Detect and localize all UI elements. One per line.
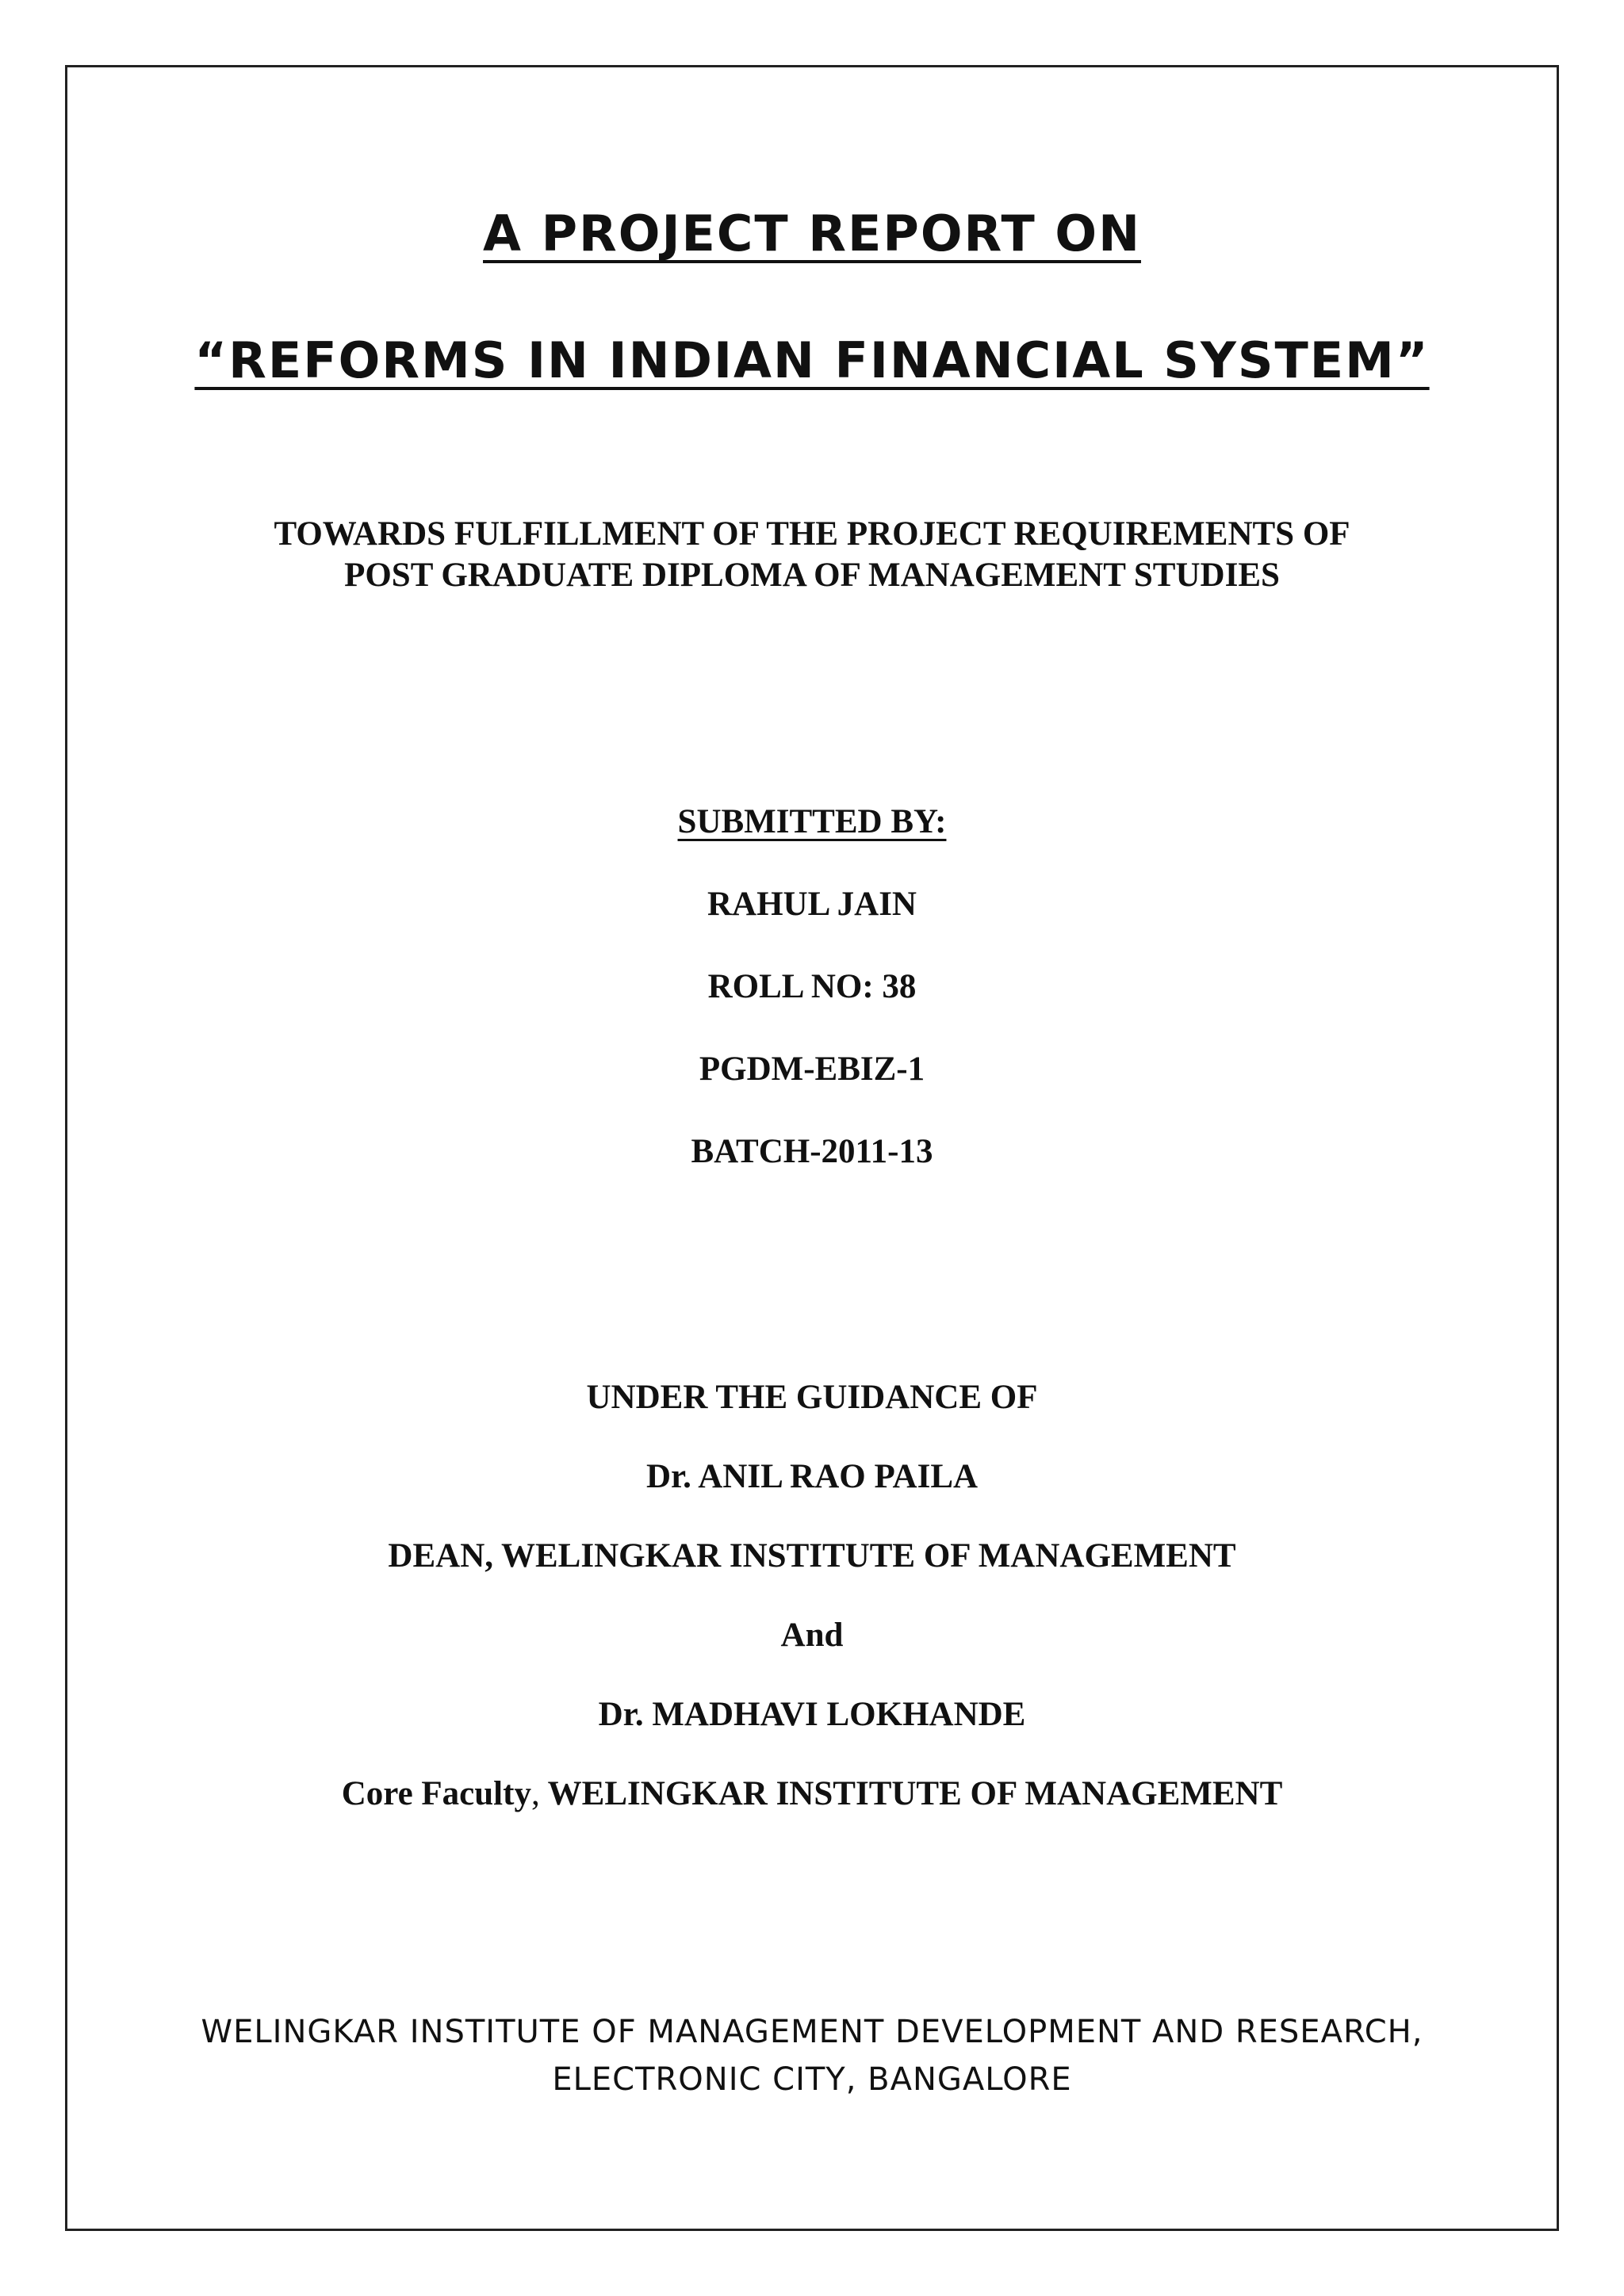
guide2-role-prefix: Core Faculty bbox=[341, 1775, 531, 1812]
purpose-line2: POST GRADUATE DIPLOMA OF MANAGEMENT STUDIES bbox=[344, 557, 1280, 594]
report-title-line2 bbox=[0, 331, 1624, 389]
report-title-line2-text: “REFORMS IN INDIAN FINANCIAL SYSTEM” bbox=[194, 331, 1430, 389]
conjunction-and: And bbox=[780, 1617, 844, 1654]
institute-line1: WELINGKAR INSTITUTE OF MANAGEMENT DEVELOPMENT AND RESEARCH, bbox=[201, 2014, 1423, 2050]
institute-line2: ELECTRONIC CITY, BANGALORE bbox=[552, 2061, 1072, 2098]
submitted-by-heading bbox=[0, 802, 1624, 841]
report-title-line1 bbox=[0, 205, 1624, 262]
program-code: PGDM-EBIZ-1 bbox=[699, 1050, 925, 1088]
guidance-heading: UNDER THE GUIDANCE OF bbox=[586, 1379, 1038, 1416]
guide2-name: Dr. MADHAVI LOKHANDE bbox=[598, 1696, 1026, 1733]
guide1-role: DEAN, WELINGKAR INSTITUTE OF MANAGEMENT bbox=[388, 1537, 1236, 1575]
report-title-line1-text: A PROJECT REPORT ON bbox=[483, 205, 1141, 262]
guide2-role bbox=[0, 1774, 1624, 1813]
guide2-role-separator: , bbox=[530, 1775, 540, 1812]
batch: BATCH-2011-13 bbox=[691, 1133, 933, 1170]
guide2-role-org: WELINGKAR INSTITUTE OF MANAGEMENT bbox=[539, 1775, 1283, 1812]
guide1-name: Dr. ANIL RAO PAILA bbox=[645, 1458, 979, 1495]
purpose-line1: TOWARDS FULFILLMENT OF THE PROJECT REQUIREMENTS OF bbox=[274, 515, 1350, 553]
student-name: RAHUL JAIN bbox=[707, 886, 917, 923]
submitted-by-heading-text: SUBMITTED BY: bbox=[677, 803, 947, 840]
roll-number: ROLL NO: 38 bbox=[707, 968, 917, 1005]
